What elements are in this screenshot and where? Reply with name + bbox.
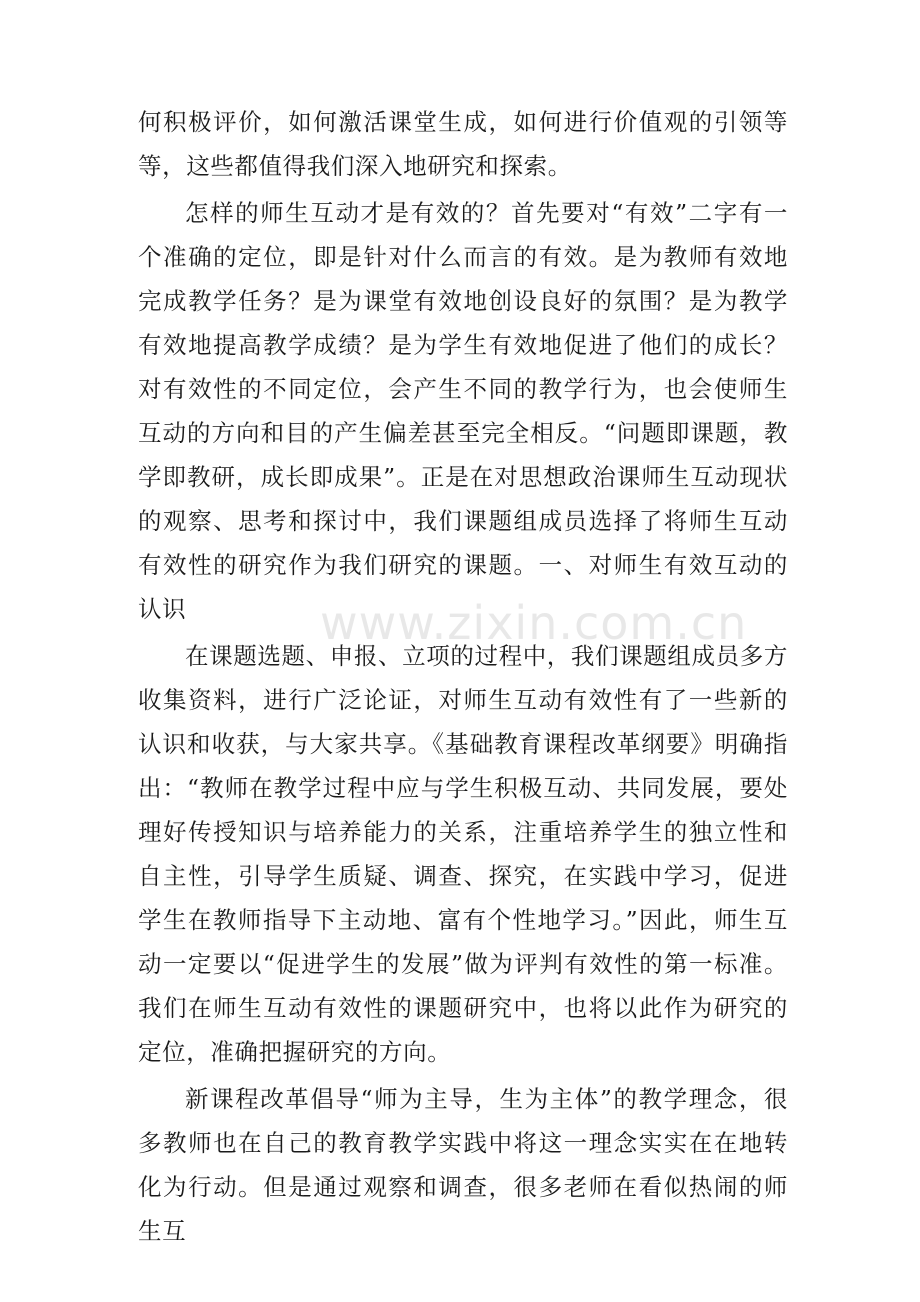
paragraph-effective-interaction: 怎样的师生互动才是有效的？首先要对“有效”二字有一个准确的定位，即是针对什么而言的有效。是为教师有效地完成教学任务？是为课堂有效地创设良好的氛围？是为教学有效地提高教学成绩？是为学生有效地促进了他们的成长？对有效性的不同定位，会产生不同的教学行为，也会使师生互动的方向和目的产生偏差甚至完全相反。“问题即课题，教学即教研，成长即成果”。正是在对思想政治课师生互动现状的观察、思考和探讨中，我们课题组成员选择了将师生互动有效性的研究作为我们研究的课题。一、对师生有效互动的认识 [138, 199, 788, 623]
paragraph-curriculum-reform: 新课程改革倡导“师为主导，生为主体”的教学理念，很多教师也在自己的教育教学实践中将这一理念实实在在地转化为行动。但是通过观察和调查，很多老师在看似热闹的师生互 [138, 1085, 788, 1245]
document-page [138, 100, 788, 1253]
paragraph-continuation: 何积极评价，如何激活课堂生成，如何进行价值观的引领等等，这些都值得我们深入地研究和探索。 [138, 108, 788, 180]
watermark-text: www.zixin.com.cn [320, 596, 748, 650]
paragraph-research-understanding: 在课题选题、申报、立项的过程中，我们课题组成员多方收集资料，进行广泛论证，对师生互动有效性有了一些新的认识和收获，与大家共享。《基础教育课程改革纲要》明确指出：“教师在教学过程中应与学生积极互动、共同发展，要处理好传授知识与培养能力的关系，注重培养学生的独立性和自主性，引导学生质疑、调查、探究，在实践中学习，促进学生在教师指导下主动地、富有个性地学习。”因此，师生互动一定要以“促进学生的发展”做为评判有效性的第一标准。我们在师生互动有效性的课题研究中，也将以此作为研究的定位，准确把握研究的方向。 [138, 642, 788, 1066]
